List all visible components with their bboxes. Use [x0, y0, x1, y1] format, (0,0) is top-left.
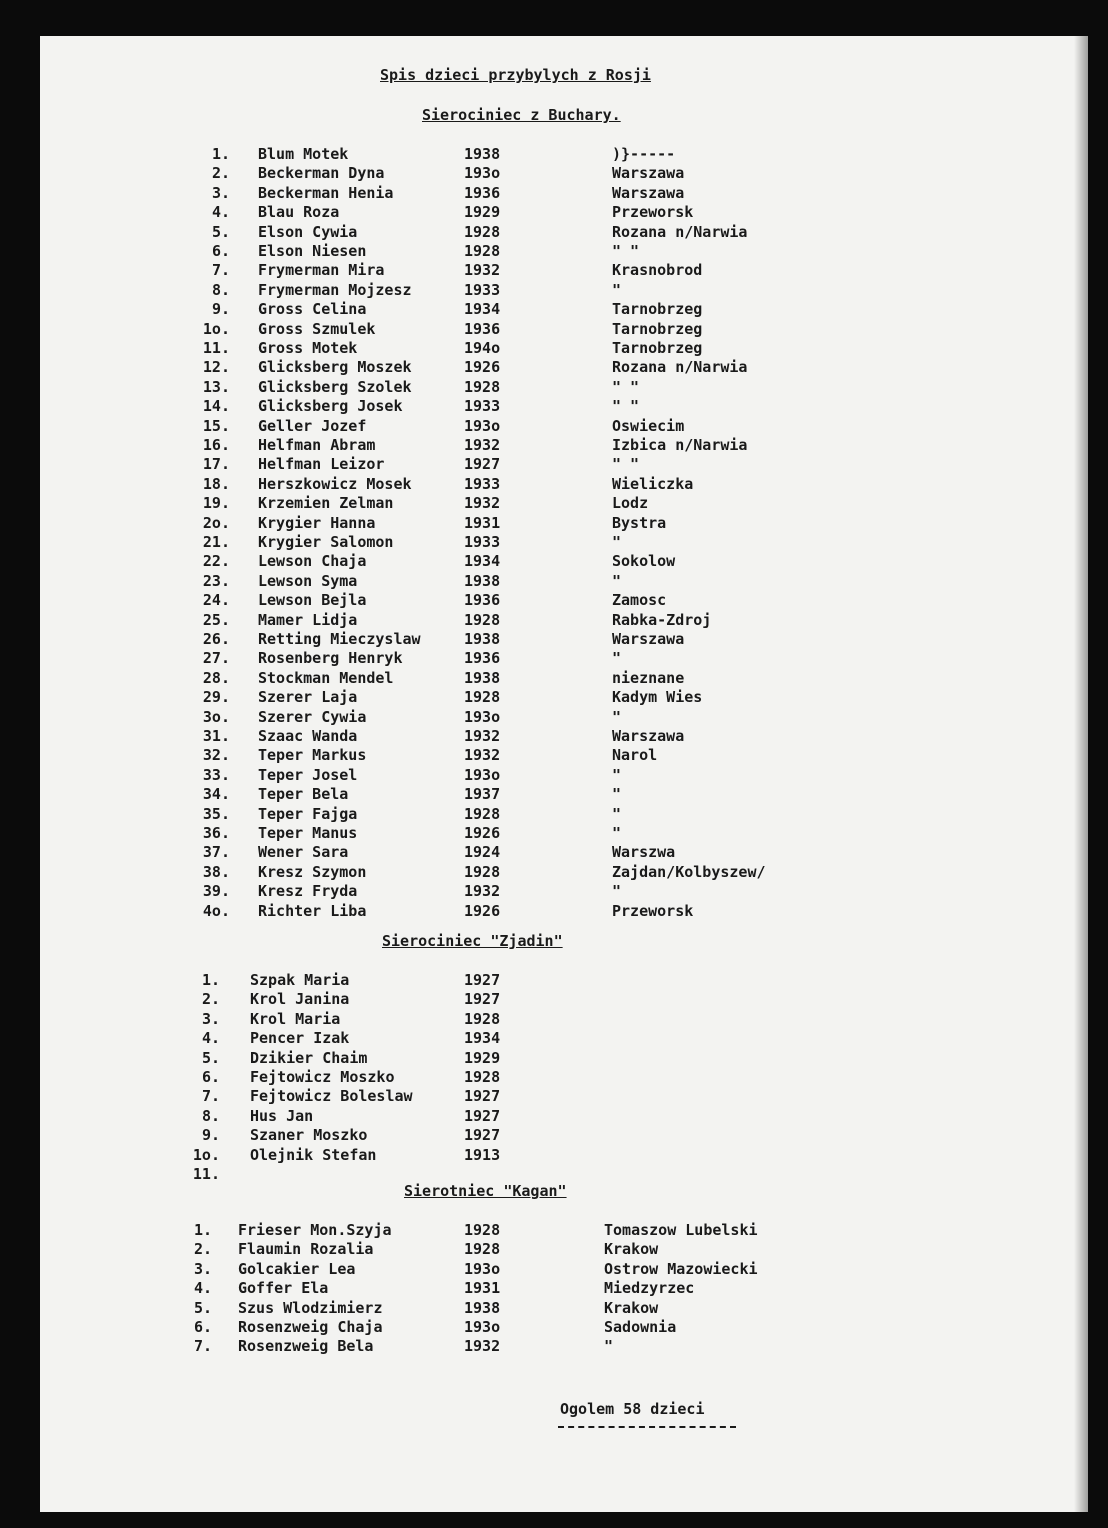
birth-year: 1927 [464, 1106, 501, 1125]
child-name: Krzemien Zelman [258, 494, 394, 513]
origin-place: " [612, 785, 622, 804]
list-item [40, 970, 1040, 990]
child-name: Golcakier Lea [238, 1259, 356, 1278]
birth-year: 1933 [464, 397, 501, 416]
birth-year: 1936 [464, 319, 501, 338]
origin-place: Sadownia [604, 1318, 677, 1336]
birth-year: 1932 [464, 727, 501, 745]
birth-year: 1938 [464, 668, 501, 687]
child-name: Glicksberg Moszek [258, 358, 412, 377]
origin-place: Warszawa [612, 183, 685, 202]
birth-year: 1928 [464, 804, 501, 823]
birth-year: 1938 [464, 571, 501, 590]
birth-year: 1931 [464, 513, 501, 532]
row-number: 14. [202, 397, 230, 416]
row-number: 24. [202, 591, 230, 610]
child-name: Krygier Hanna [258, 513, 376, 532]
origin-place: Warszawa [612, 630, 685, 648]
origin-place: Tomaszow Lubelski [604, 1221, 758, 1239]
birth-year: 1929 [464, 1048, 501, 1067]
birth-year: 1926 [464, 358, 501, 377]
list-item [40, 629, 1040, 649]
list-item [40, 416, 1040, 436]
child-name: Kresz Szymon [258, 862, 367, 881]
child-name: Teper Markus [258, 746, 367, 765]
row-number: 2. [211, 164, 230, 183]
list-item [40, 551, 1040, 571]
birth-year: 193o [464, 707, 501, 726]
row-number: 7. [193, 1337, 212, 1356]
row-number: 39. [202, 882, 230, 901]
origin-place: Zajdan/Kolbyszew/ [612, 862, 766, 881]
origin-place: " [612, 649, 622, 668]
birth-year: 1928 [464, 242, 501, 260]
list-item [40, 610, 1040, 630]
list-item [40, 590, 1040, 610]
child-name: Teper Manus [258, 824, 358, 842]
row-number: 3o. [202, 707, 230, 726]
row-number: 11. [192, 1165, 220, 1183]
birth-year: 1932 [464, 436, 501, 454]
child-name: Gross Motek [258, 339, 358, 357]
birth-year: 1938 [464, 1298, 501, 1317]
list-item [40, 842, 1040, 862]
child-name: Szerer Laja [258, 688, 358, 707]
list-item [40, 260, 1040, 280]
birth-year: 1928 [464, 1240, 501, 1259]
birth-year: 1927 [464, 1087, 501, 1106]
child-name: Glicksberg Josek [258, 397, 403, 416]
row-number: 7. [201, 1087, 220, 1106]
row-number: 1o. [202, 319, 230, 338]
child-name: Stockman Mendel [258, 668, 394, 687]
child-name: Teper Bela [258, 785, 349, 804]
document-title: Spis dzieci przybylych z Rosji [380, 66, 651, 84]
row-number: 26. [202, 630, 230, 648]
list-item [40, 804, 1040, 824]
child-name: Pencer Izak [250, 1029, 350, 1048]
list-item [40, 1009, 1040, 1029]
row-number: 13. [202, 377, 230, 396]
list-item [40, 1298, 1040, 1318]
row-number: 23. [202, 571, 230, 590]
origin-place: Przeworsk [612, 203, 694, 222]
child-name: Szaner Moszko [250, 1126, 368, 1145]
child-name: Szpak Maria [250, 971, 350, 989]
child-name: Herszkowicz Mosek [258, 474, 412, 493]
row-number: 19. [202, 494, 230, 513]
row-number: 34. [202, 785, 230, 804]
birth-year: 1933 [464, 474, 501, 493]
row-number: 5. [211, 222, 230, 241]
list-item [40, 435, 1040, 455]
origin-place: Narol [612, 746, 658, 765]
list-item [40, 377, 1040, 397]
origin-place: Tarnobrzeg [612, 300, 703, 319]
birth-year: 1928 [464, 1068, 501, 1086]
row-number: 32. [202, 746, 230, 765]
birth-year: 1932 [464, 1337, 501, 1356]
child-name: Rosenberg Henryk [258, 649, 403, 668]
origin-place: " [604, 1337, 614, 1356]
birth-year: 1928 [464, 1221, 501, 1239]
child-name: Retting Mieczyslaw [258, 630, 421, 648]
child-name: Krol Maria [250, 1009, 341, 1028]
list-item [40, 765, 1040, 785]
birth-year: 1926 [464, 901, 501, 920]
child-name: Goffer Ela [238, 1279, 329, 1298]
list-item [40, 222, 1040, 242]
child-name: Geller Jozef [258, 416, 367, 435]
origin-place: Ostrow Mazowiecki [604, 1259, 758, 1278]
row-number: 12. [202, 358, 230, 377]
child-name: Krol Janina [250, 990, 350, 1009]
origin-place: " [612, 571, 622, 590]
origin-place: " " [612, 397, 640, 416]
child-name: Szus Wlodzimierz [238, 1298, 383, 1317]
child-name: Teper Josel [258, 765, 358, 784]
origin-place: " [612, 533, 622, 551]
total-underline [558, 1426, 736, 1428]
list-item [40, 1278, 1040, 1298]
child-name: Lewson Chaja [258, 552, 367, 571]
row-number: 6. [201, 1068, 220, 1086]
list-item [40, 1220, 1040, 1240]
origin-place: " [612, 280, 622, 299]
birth-year: 1927 [464, 990, 501, 1009]
origin-place: Warszwa [612, 843, 676, 862]
list-item [40, 396, 1040, 416]
birth-year: 1928 [464, 862, 501, 881]
child-name: Beckerman Dyna [258, 164, 385, 183]
row-number: 36. [202, 824, 230, 842]
row-number: 4. [211, 203, 230, 222]
row-number: 27. [202, 649, 230, 668]
origin-place: Sokolow [612, 552, 676, 571]
list-item [40, 1239, 1040, 1259]
origin-place: Lodz [612, 494, 649, 513]
list-item [40, 648, 1040, 668]
child-name: Rosenzweig Chaja [238, 1318, 383, 1336]
list-item [40, 338, 1040, 358]
birth-year: 1931 [464, 1279, 501, 1298]
child-name: Hus Jan [250, 1106, 314, 1125]
child-name: Frymerman Mojzesz [258, 280, 412, 299]
row-number: 6. [211, 242, 230, 260]
origin-place: " " [612, 455, 640, 474]
child-name: Helfman Leizor [258, 455, 385, 474]
list-item [40, 493, 1040, 513]
document-page [40, 36, 1088, 1512]
row-number: 15. [202, 416, 230, 435]
origin-place: Przeworsk [612, 901, 694, 920]
list-item [40, 1067, 1040, 1087]
child-name: Lewson Bejla [258, 591, 367, 610]
row-number: 6. [193, 1318, 212, 1336]
row-number: 2. [193, 1240, 212, 1259]
row-number: 35. [202, 804, 230, 823]
list-item [40, 745, 1040, 765]
child-name: Glicksberg Szolek [258, 377, 412, 396]
list-item [40, 1106, 1040, 1126]
row-number: 22. [202, 552, 230, 571]
birth-year: 1926 [464, 824, 501, 842]
origin-place: " [612, 804, 622, 823]
origin-place: Rabka-Zdroj [612, 610, 712, 629]
birth-year: 1928 [464, 688, 501, 707]
birth-year: 1928 [464, 610, 501, 629]
row-number: 3. [211, 183, 230, 202]
row-number: 3. [193, 1259, 212, 1278]
list-item [40, 357, 1040, 377]
birth-year: 193o [464, 164, 501, 183]
row-number: 1. [201, 971, 220, 989]
origin-place: " [612, 765, 622, 784]
birth-year: 1936 [464, 591, 501, 610]
child-name: Olejnik Stefan [250, 1145, 377, 1164]
birth-year: 1932 [464, 882, 501, 901]
list-item [40, 784, 1040, 804]
origin-place: Krakow [604, 1240, 659, 1259]
birth-year: 1936 [464, 649, 501, 668]
row-number: 11. [202, 339, 230, 357]
list-item [40, 668, 1040, 688]
child-name: Fejtowicz Boleslaw [250, 1087, 413, 1106]
list-item [40, 989, 1040, 1009]
list-item [40, 280, 1040, 300]
row-number: 9. [201, 1126, 220, 1145]
birth-year: 1927 [464, 971, 501, 989]
list-item [40, 823, 1040, 843]
child-name: Mamer Lidja [258, 610, 358, 629]
list-item [40, 881, 1040, 901]
list-item [40, 1336, 1040, 1356]
birth-year: 1928 [464, 1009, 501, 1028]
row-number: 4. [201, 1029, 220, 1048]
section-heading-zjadin: Sierociniec "Zjadin" [382, 932, 563, 950]
row-number: 4o. [202, 901, 230, 920]
child-name: Flaumin Rozalia [238, 1240, 374, 1259]
row-number: 25. [202, 610, 230, 629]
row-number: 5. [201, 1048, 220, 1067]
child-name: Elson Niesen [258, 242, 367, 260]
birth-year: 1932 [464, 494, 501, 513]
origin-place: Tarnobrzeg [612, 339, 703, 357]
origin-place: Wieliczka [612, 474, 694, 493]
birth-year: 1938 [464, 145, 501, 163]
origin-place: Zamosc [612, 591, 667, 610]
list-item [40, 1164, 1040, 1184]
birth-year: 1932 [464, 746, 501, 765]
row-number: 31. [202, 727, 230, 745]
row-number: 37. [202, 843, 230, 862]
birth-year: 1934 [464, 552, 501, 571]
origin-place: Krakow [604, 1298, 659, 1317]
birth-year: 1933 [464, 280, 501, 299]
row-number: 7. [211, 261, 230, 280]
birth-year: 1934 [464, 300, 501, 319]
child-name: Teper Fajga [258, 804, 358, 823]
child-name: Szerer Cywia [258, 707, 367, 726]
row-number: 8. [201, 1106, 220, 1125]
list-item [40, 687, 1040, 707]
origin-place: Kadym Wies [612, 688, 703, 707]
child-name: Beckerman Henia [258, 183, 394, 202]
birth-year: 1927 [464, 1126, 501, 1145]
row-number: 38. [202, 862, 230, 881]
child-name: Kresz Fryda [258, 882, 358, 901]
child-name: Lewson Syma [258, 571, 358, 590]
origin-place: Warszawa [612, 727, 685, 745]
birth-year: 194o [464, 339, 501, 357]
row-number: 9. [211, 300, 230, 319]
child-name: Helfman Abram [258, 436, 376, 454]
origin-place: Krasnobrod [612, 261, 703, 280]
list-item [40, 707, 1040, 727]
list-item [40, 183, 1040, 203]
child-name: Gross Szmulek [258, 319, 376, 338]
birth-year: 193o [464, 1259, 501, 1278]
row-number: 2o. [202, 513, 230, 532]
row-number: 17. [202, 455, 230, 474]
birth-year: 1927 [464, 455, 501, 474]
list-item [40, 1125, 1040, 1145]
row-number: 5. [193, 1298, 212, 1317]
list-item [40, 163, 1040, 183]
child-name: Krygier Salomon [258, 533, 394, 551]
birth-year: 1937 [464, 785, 501, 804]
list-item [40, 454, 1040, 474]
origin-place: " " [612, 377, 640, 396]
origin-place: Tarnobrzeg [612, 319, 703, 338]
origin-place: Bystra [612, 513, 667, 532]
row-number: 4. [193, 1279, 212, 1298]
section-heading-kagan: Sierotniec "Kagan" [404, 1182, 567, 1200]
list-item [40, 1259, 1040, 1279]
list-item [40, 862, 1040, 882]
row-number: 21. [202, 533, 230, 551]
child-name: Frieser Mon.Szyja [238, 1221, 392, 1239]
birth-year: 1928 [464, 222, 501, 241]
list-item [40, 241, 1040, 261]
list-item [40, 1317, 1040, 1337]
birth-year: 1913 [464, 1145, 501, 1164]
child-name: Wener Sara [258, 843, 349, 862]
row-number: 1. [211, 145, 230, 163]
origin-place: Rozana n/Narwia [612, 222, 748, 241]
total-count: Ogolem 58 dzieci [560, 1400, 705, 1418]
birth-year: 1929 [464, 203, 501, 222]
child-name: Elson Cywia [258, 222, 358, 241]
child-name: Fejtowicz Moszko [250, 1068, 395, 1086]
row-number: 1. [193, 1221, 212, 1239]
child-name: Dzikier Chaim [250, 1048, 368, 1067]
origin-place: Izbica n/Narwia [612, 436, 748, 454]
row-number: 1o. [192, 1145, 220, 1164]
birth-year: 1924 [464, 843, 501, 862]
child-name: Blau Roza [258, 203, 340, 222]
origin-place: Rozana n/Narwia [612, 358, 748, 377]
row-number: 3. [201, 1009, 220, 1028]
child-name: Gross Celina [258, 300, 367, 319]
row-number: 2. [201, 990, 220, 1009]
origin-place: Warszawa [612, 164, 685, 183]
origin-place: " [612, 707, 622, 726]
child-name: Blum Motek [258, 145, 349, 163]
origin-place: " " [612, 242, 640, 260]
child-name: Szaac Wanda [258, 727, 358, 745]
birth-year: 1938 [464, 630, 501, 648]
list-item [40, 1086, 1040, 1106]
child-name: Richter Liba [258, 901, 367, 920]
origin-place: " [612, 882, 622, 901]
list-item [40, 474, 1040, 494]
list-item [40, 532, 1040, 552]
list-item [40, 1028, 1040, 1048]
list-item [40, 513, 1040, 533]
row-number: 33. [202, 765, 230, 784]
child-name: Rosenzweig Bela [238, 1337, 374, 1356]
list-item [40, 901, 1040, 921]
origin-place: " [612, 824, 622, 842]
list-item [40, 319, 1040, 339]
row-number: 16. [202, 436, 230, 454]
list-item [40, 571, 1040, 591]
row-number: 29. [202, 688, 230, 707]
birth-year: 1936 [464, 183, 501, 202]
list-item [40, 1048, 1040, 1068]
row-number: 18. [202, 474, 230, 493]
list-item [40, 144, 1040, 164]
origin-place: nieznane [612, 668, 685, 687]
birth-year: 193o [464, 416, 501, 435]
row-number: 8. [211, 280, 230, 299]
row-number: 28. [202, 668, 230, 687]
child-name: Frymerman Mira [258, 261, 385, 280]
list-item [40, 1145, 1040, 1165]
list-item [40, 299, 1040, 319]
origin-place: Miedzyrzec [604, 1279, 695, 1298]
birth-year: 1928 [464, 377, 501, 396]
birth-year: 1932 [464, 261, 501, 280]
birth-year: 1934 [464, 1029, 501, 1048]
list-item [40, 726, 1040, 746]
origin-place: )}----- [612, 145, 676, 163]
section-heading-buchary: Sierociniec z Buchary. [422, 106, 621, 124]
birth-year: 193o [464, 765, 501, 784]
origin-place: Oswiecim [612, 416, 685, 435]
birth-year: 193o [464, 1318, 501, 1336]
list-item [40, 202, 1040, 222]
birth-year: 1933 [464, 533, 501, 551]
